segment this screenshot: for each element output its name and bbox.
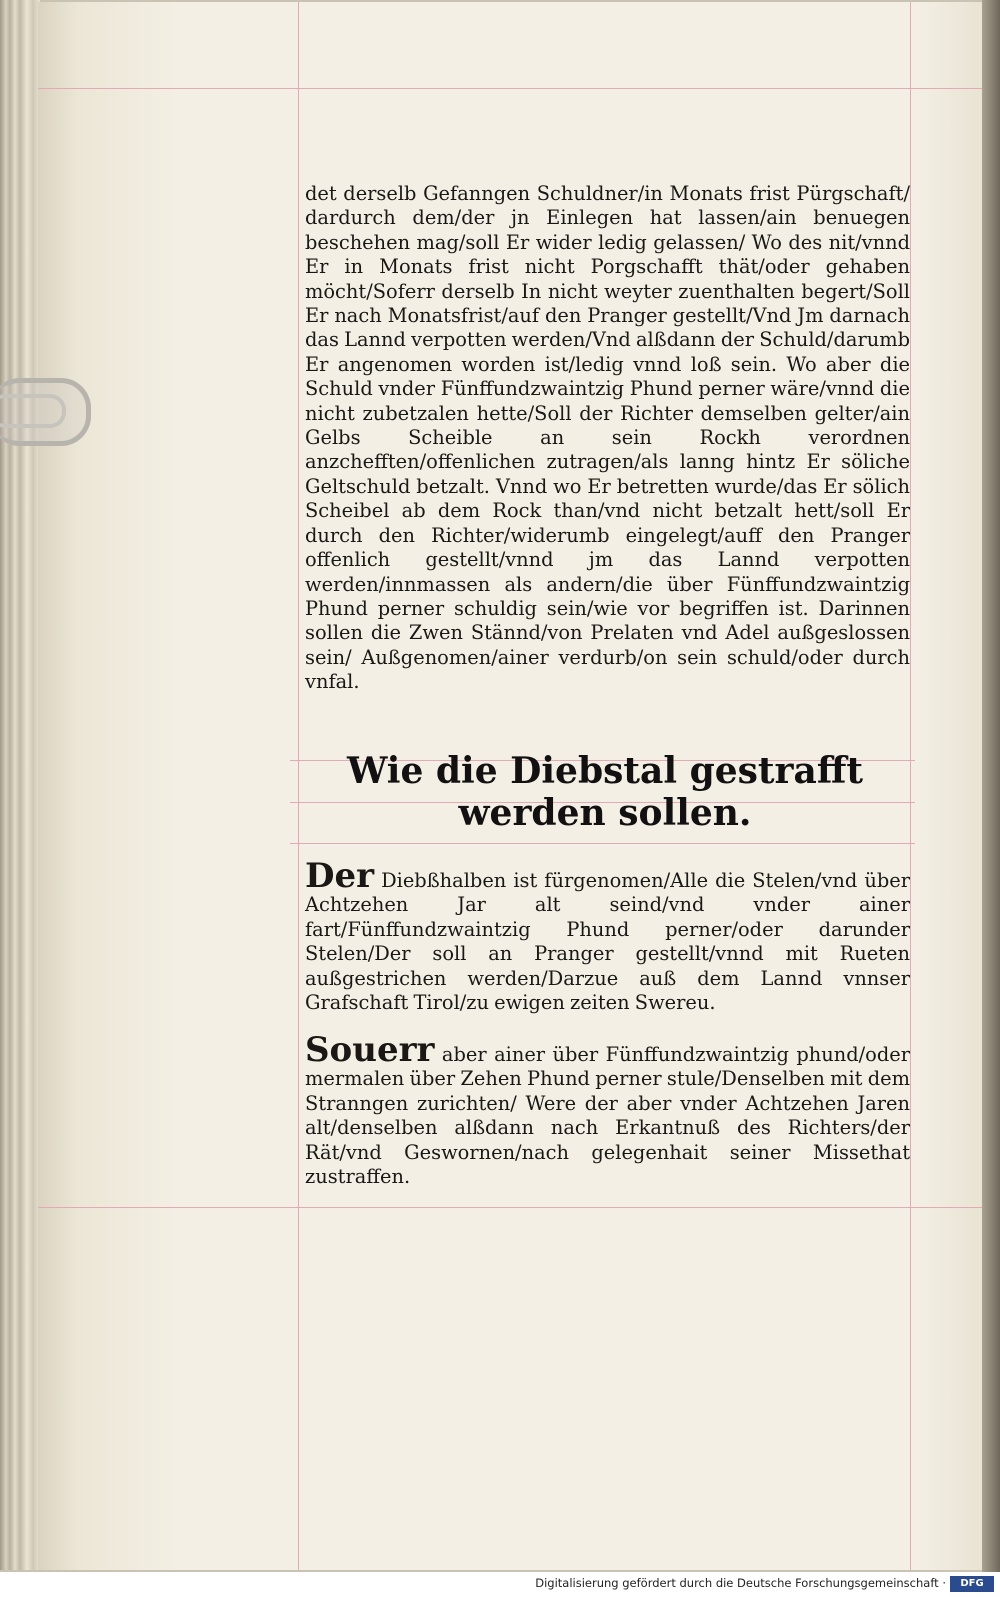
text-block-continuation: det derselb Gefanngen Schuldner/in Monats frist Pürgschaft/ dardurch dem/der jn Einlegen hat lassen/ain benuegen beschehen mag/soll Er wider ledig gelassen/ Wo des nit/vnnd Er in Monats frist nicht Porgschafft thät/oder gehaben möcht/Soferr derselb In nicht weyter zuenthalten begert/Soll Er nach Monatsfrist/auf den Pranger gestellt/Vnd Jm darnach das Lannd verpotten werden/Vnd alßdann der Schuld/darumb Er angenomen worden ist/ledig vnnd loß sein. Wo aber die Schuld vnder Fünffundzwaintzig Phund perner wäre/vnnd die nicht zubetzalen hette/Soll der Richter demselben gelter/ain Gelbs Scheible an sein Rockh verordnen anzchefften/offenlichen zutragen/als lanng hintz Er söliche Geltschuld betzalt. Vnnd wo Er betretten wurde/das Er sölich Scheibel ab dem Rock than/vnd nicht betzalt hett/soll Er durch den Richter/widerumb eingelegt/auff den Pranger offenlich gestellt/vnnd jm das Lannd verpotten werden/innmassen als andern/die über Fünffundzwaintzig Phund perner schuldig sein/wie vor begriffen ist. Darinnen sollen die Zwen Stännd/von Prelaten vnd Adel außgeslossen sein/ Außgenomen/ainer verdurb/on sein schuld/oder durch vnfal. (305, 182, 910, 694)
paper-clip-inner (0, 394, 66, 428)
paragraph-initial: Der (305, 856, 375, 896)
footer-credit: Digitalisierung gefördert durch die Deutsche Forschungsgemeinschaft · (535, 1576, 946, 1590)
paragraph-text: Diebßhalben ist fürgenomen/Alle die Stelen/vnd über Achtzehen Jar alt seind/vnd vnder ainer fart/Fünffundzwaintzig Phund perner/oder darunder Stelen/Der soll an Pranger gestellt/vnnd mit Rueten außgestrichen werden/Darzue auß dem Lannd vnnser Grafschaft Tirol/zu ewigen zeiten Swereu. (305, 869, 910, 1015)
heading-line-1: Wie die Diebstal gestrafft (346, 750, 864, 792)
paragraph-initial: Souerr (305, 1030, 435, 1070)
horizontal-rule-top (38, 88, 982, 89)
paragraph-text: aber ainer über Fünffundzwaintzig phund/oder mermalen über Zehen Phund perner stule/Denselben mit dem Stranngen zurichten/ Were der aber vnder Achtzehen Jaren alt/denselben alßdann nach Erkantnuß des Richters/der Rät/vnd Geswornen/nach gelegenhait seiner Missethat zustraffen. (305, 1043, 911, 1189)
paragraph-diebstal (305, 856, 910, 1015)
dfg-logo-icon: DFG (950, 1576, 994, 1592)
paragraph-souerr (305, 1030, 911, 1189)
vertical-rule-left (298, 2, 299, 1570)
heading-rule-bottom (290, 843, 915, 844)
horizontal-rule-bottom (38, 1207, 982, 1208)
footer-bar (0, 1572, 1000, 1597)
page-stack-edge (0, 0, 40, 1570)
section-heading (300, 750, 910, 834)
book-cover-edge (982, 0, 1000, 1572)
heading-line-2: werden sollen. (458, 792, 752, 834)
vertical-rule-right (910, 2, 911, 1570)
